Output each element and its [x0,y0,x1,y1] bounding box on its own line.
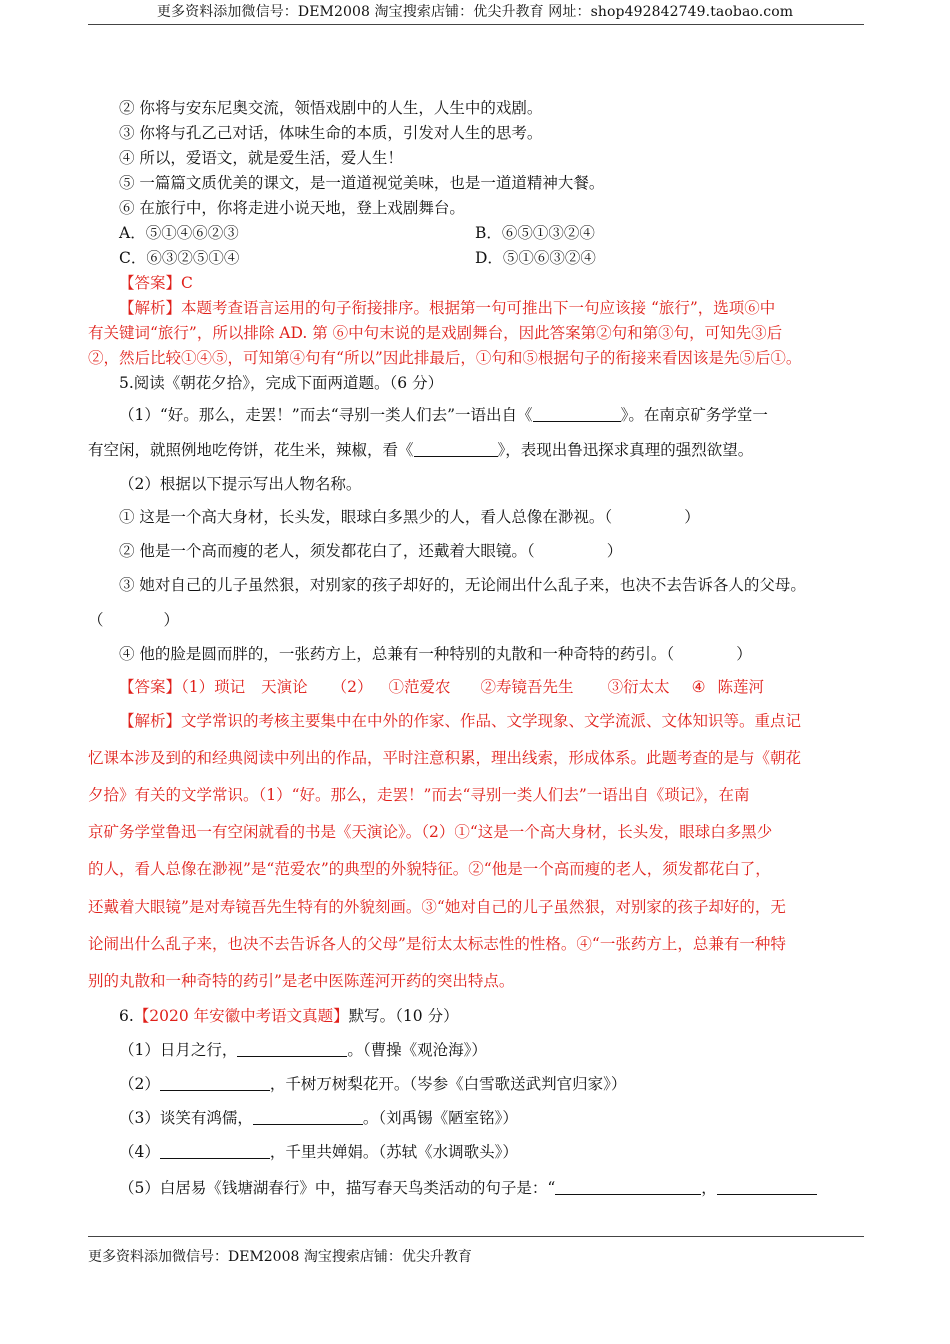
q6-item-3 [119,1108,518,1128]
answer-part: （2） [331,678,373,696]
q4-sentence-2: ② 你将与安东尼奥交流，领悟戏剧中的人生，人生中的戏剧。 [119,99,543,117]
paren-close: ） [606,542,623,560]
q4-sentence-5: ⑤ 一篇篇文质优美的课文，是一道道视觉美味，也是一道道精神大餐。 [119,174,605,192]
text-segment: ， [701,1179,717,1197]
text-segment: ① 这是一个高大身材，长头发，眼球白多黑少的人，看人总像在渺视。（ [119,508,613,526]
q6-item-4 [119,1142,518,1162]
text-segment: （1）“好。那么，走罢！”而去“寻别一类人们去”一语出自《 [119,406,533,424]
paren-close: ） [163,611,180,629]
analysis-tag: 【解析】 [119,299,182,317]
paren-close: ） [736,645,752,663]
answer-value: C [181,274,193,292]
text-segment: （2） [119,1075,160,1093]
q5-item-3-paren [88,610,179,630]
blank-line [717,1180,817,1195]
q5-item-3: ③ 她对自己的儿子虽然狠，对别家的孩子却好的，无论闹出什么乱子来，也决不去告诉各人的父母。 [119,576,806,594]
text-segment: （4） [119,1143,160,1161]
answer-part: ④ [691,678,706,696]
analysis-text: 本题考查语言运用的句子衔接排序。根据第一句可推出下一句应该接 “旅行”，选项⑥中 [181,299,776,317]
q5-analysis-line-1 [119,711,801,731]
text-segment: ，千里共婵娟。（苏轼《水调歌头》） [269,1143,518,1161]
q5-item-2 [119,541,622,561]
answer-part: 天演论 [261,678,308,696]
paren-open: （ [88,611,104,629]
text-segment: 有空闲，就照例地吃侉饼，花生米，辣椒，看《 [88,441,414,459]
q5-item-1 [119,507,700,527]
text-segment: ② 他是一个高而瘦的老人，须发都花白了，还戴着大眼镜。（ [119,542,535,560]
q5-analysis-line-7: 论闹出什么乱子来，也决不去告诉各人的父母”是衍太太标志性的性格。④“一张药方上，总兼有一种特 [88,935,786,953]
text-segment: 。（曹操《观沧海》） [347,1041,487,1059]
q5-analysis-line-4: 京矿务学堂鲁迅一有空闲就看的书是《天演论》。（2）①“这是一个高大身材，长头发，眼球白多黑少 [88,823,773,841]
q5-part1-line1 [119,405,768,425]
answer-part: ③衍太太 [607,678,670,696]
blank-line [253,1110,363,1125]
q5-title: 5.阅读《朝花夕拾》，完成下面两道题。（6 分） [119,374,444,392]
q6-item-1 [119,1040,487,1060]
header-rule [88,24,864,25]
paren-close: ） [684,508,700,526]
page-footer: 更多资料添加微信号：DEM2008 淘宝搜索店铺：优尖升教育 [88,1249,472,1265]
q5-analysis-line-5: 的人，看人总像在渺视”是“范爱农”的典型的外貌特征。②“他是一个高而瘦的老人，须发都花白了， [88,860,771,878]
analysis-tag: 【解析】 [119,712,182,730]
answer-part: （1）琐记 [181,678,246,696]
text-segment: 》。在南京矿务学堂一 [620,406,768,424]
q5-analysis-line-6: 还戴着大眼镜”是对寿镜吾先生特有的外貌刻画。③“她对自己的儿子虽然狠，对别家的孩子却好的，无 [88,898,786,916]
text-segment: ④ 他的脸是圆而胖的，一张药方上，总兼有一种特别的丸散和一种奇特的药引。（ [119,645,675,663]
page-header: 更多资料添加微信号：DEM2008 淘宝搜索店铺：优尖升教育 网址：shop492842749.taobao.com [156,4,794,20]
answer-part: ②寿镜吾先生 [480,678,574,696]
blank-line [160,1076,270,1091]
q5-analysis-line-3: 夕拾》有关的文学常识。（1）“好。那么，走罢！”而去“寻别一类人们去”一语出自《琐记》，在南 [88,786,750,804]
text-segment: 》，表现出鲁迅探求真理的强烈欲望。 [497,441,754,459]
q4-option-c: C．⑥③②⑤①④ [119,249,240,267]
q4-answer [119,273,193,293]
question-number: 6. [119,1007,134,1025]
blank-line [160,1144,270,1159]
q4-sentence-4: ④ 所以，爱语文，就是爱生活，爱人生！ [119,149,403,167]
analysis-text: 文学常识的考核主要集中在中外的作家、作品、文学现象、文学流派、文体知识等。重点记 [181,712,802,730]
answer-part: 陈莲河 [717,678,764,696]
text-segment: 。（刘禹锡《陋室铭》） [362,1109,518,1127]
q5-answer [119,677,764,697]
text-segment: （1）日月之行， [119,1041,238,1059]
q4-analysis-line-3: ②，然后比较①④⑤，可知第④句有“所以”因此排最后，①句和⑤根据句子的衔接来看因该是先⑤后①。 [88,349,802,367]
q5-analysis-line-8: 别的丸散和一种奇特的药引”是老中医陈莲河开药的突出特点。 [88,972,515,990]
q6-title [119,1006,459,1026]
blank-line [555,1180,701,1195]
blank-book-title-2 [414,442,498,457]
blank-line [237,1042,347,1057]
q5-analysis-line-2: 忆课本涉及到的和经典阅读中列出的作品，平时注意积累，理出线索，形成体系。此题考查的是与《朝花 [88,749,802,767]
q4-option-d: D．⑤①⑥③②④ [475,249,596,267]
q4-sentence-3: ③ 你将与孔乙己对话，体味生命的本质，引发对人生的思考。 [119,124,543,142]
q5-part2: （2）根据以下提示写出人物名称。 [119,475,362,493]
text-segment: ，千树万树梨花开。（岑参《白雪歌送武判官归家》） [269,1075,627,1093]
question-title: 默写。（10 分） [348,1007,459,1025]
q4-option-b: B．⑥⑤①③②④ [475,224,595,242]
text-segment: （5）白居易《钱塘湖春行》中，描写春天鸟类活动的句子是：“ [119,1179,556,1197]
q4-analysis-line-2: 有关键词“旅行”，所以排除 AD. 第 ⑥中句末说的是戏剧舞台，因此答案第②句和第③句，可知先③后 [88,324,783,342]
q4-analysis-line-1 [119,298,775,318]
answer-tag: 【答案】 [119,274,182,292]
q4-sentence-6: ⑥ 在旅行中，你将走进小说天地，登上戏剧舞台。 [119,199,465,217]
source-tag: 【2020 年安徽中考语文真题】 [133,1007,349,1025]
q6-item-5 [119,1178,817,1198]
blank-book-title-1 [533,407,621,422]
text-segment: （3）谈笑有鸿儒， [119,1109,253,1127]
answer-part: ①范爱农 [388,678,451,696]
q6-item-2 [119,1074,626,1094]
answer-tag: 【答案】 [119,678,182,696]
footer-rule [88,1236,864,1237]
q4-option-a: A．⑤①④⑥②③ [119,224,239,242]
q5-item-4 [119,644,752,664]
q5-part1-line2 [88,440,753,460]
